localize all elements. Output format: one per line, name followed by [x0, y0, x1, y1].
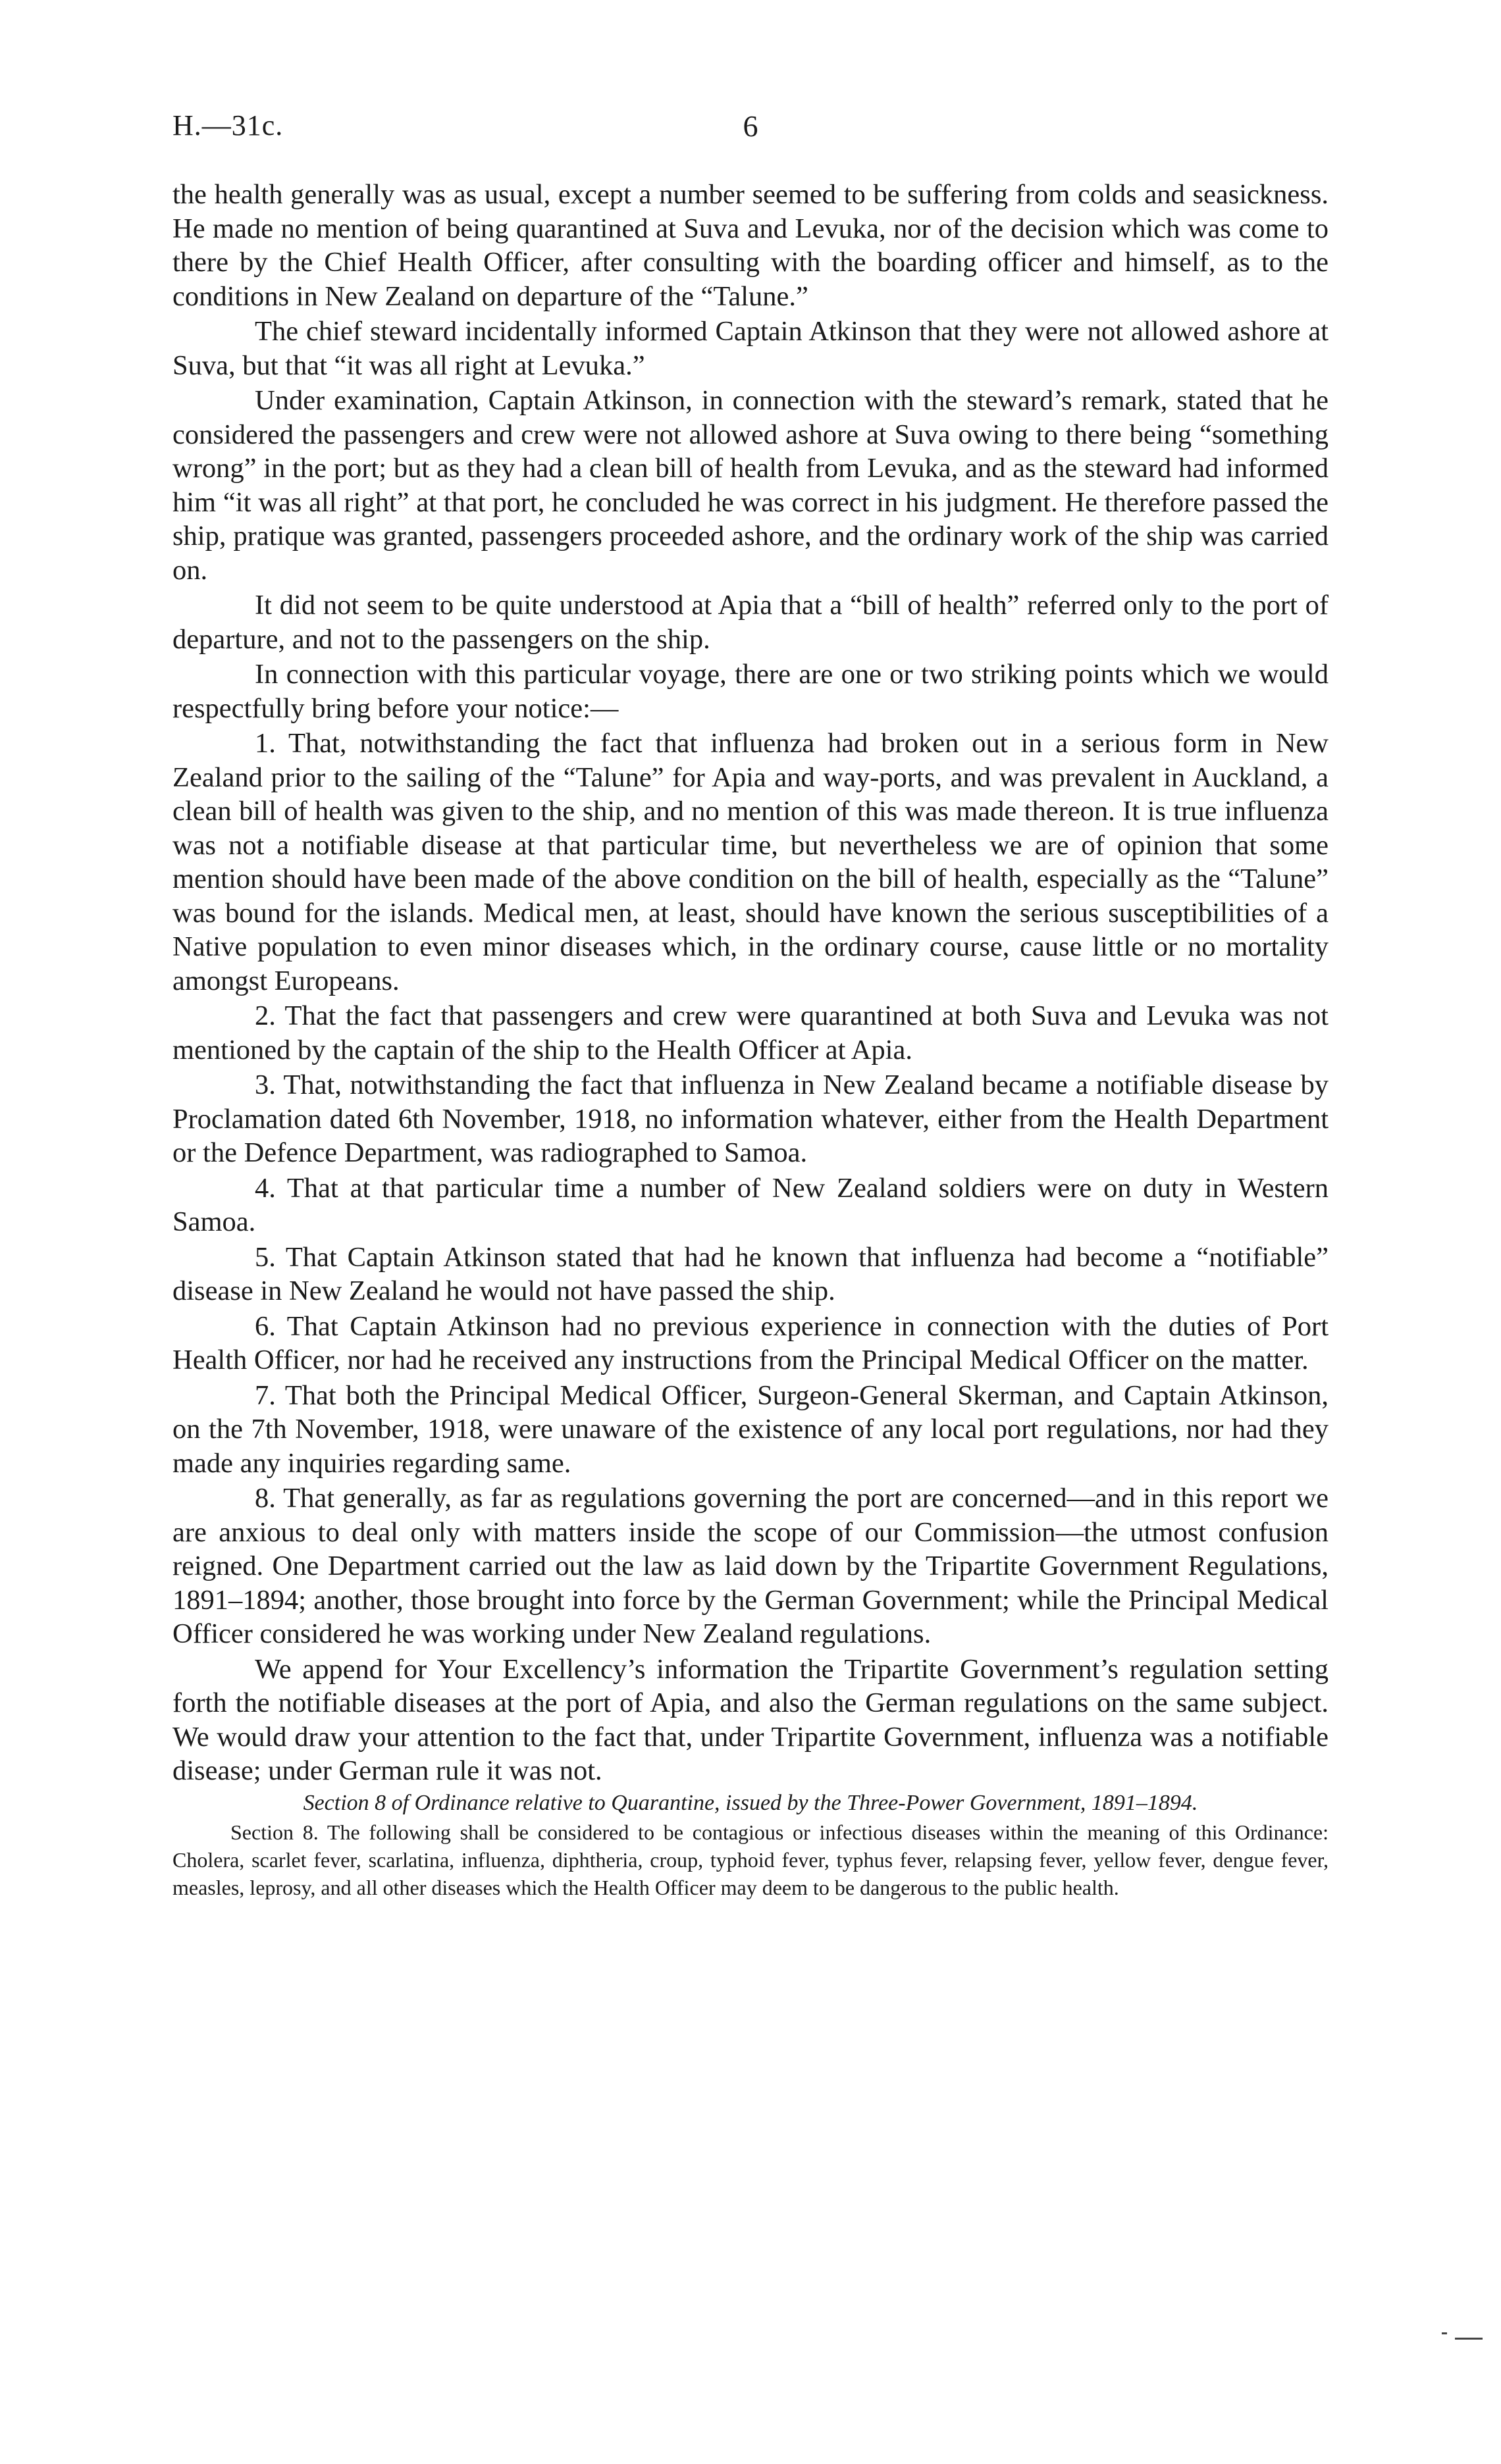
- document-body: [172, 178, 1329, 1903]
- numbered-point-8: 8. That generally, as far as regulations governing the port are concerned—and in this report we are anxious to deal only with matters inside the scope of our Commission—the utmost confusion reigned. One Department carried out the law as laid down by the Tripartite Government Regulations, 1891–1894; another, those brought into force by the German Government; while the Principal Medical Officer considered he was working under New Zealand regulations.: [172, 1483, 1329, 1649]
- numbered-point-2: 2. That the fact that passengers and crew were quarantined at both Suva and Levuka was not mentioned by the captain of the ship to the Health Officer at Apia.: [172, 1000, 1329, 1065]
- numbered-point-6: 6. That Captain Atkinson had no previous experience in connection with the duties of Port Health Officer, nor had he received any instructions from the Principal Medical Officer on the matter.: [172, 1310, 1329, 1375]
- paragraph-continued: the health generally was as usual, except a number seemed to be suffering from colds and seasickness. He made no mention of being quarantined at Suva and Levuka, nor of the decision which was come to there by the Chief Health Officer, after consulting with the boarding officer and himself, as to the conditions in New Zealand on departure of the “Talune.”: [172, 179, 1329, 312]
- paragraph: Under examination, Captain Atkinson, in connection with the steward’s remark, stated that he considered the passengers and crew were not allowed ashore at Suva owing to there being “something wrong” in the port; but as they had a clean bill of health from Levuka, and as the steward had informed him “it was all right” at that port, he concluded he was correct in his judgment. He therefore passed the ship, pratique was granted, passengers proceeded ashore, and the ordinary work of the ship was carried on.: [172, 385, 1329, 586]
- document-reference: H.—31c.: [172, 109, 284, 141]
- page-header: [172, 109, 1329, 155]
- numbered-point-4: 4. That at that particular time a number of New Zealand soldiers were on duty in Western Samoa.: [172, 1172, 1329, 1237]
- numbered-point-5: 5. That Captain Atkinson stated that had he known that influenza had become a “notifiable” disease in New Zealand he would not have passed the ship.: [172, 1241, 1329, 1306]
- section-text: Section 8. The following shall be considered to be contagious or infectious diseases within the meaning of this Ordinance: Cholera, scarlet fever, scarlatina, influenza, diphtheria, croup, typhoid fever, typhus fever, relapsing fever, yellow fever, dengue fever, measles, leprosy, and all other diseases which the Health Officer may deem to be dangerous to the public health.: [172, 1820, 1329, 1899]
- margin-mark: [1455, 2338, 1483, 2340]
- page-number: 6: [743, 109, 758, 143]
- section-text-block: [172, 1818, 1329, 1901]
- paragraph: We append for Your Excellency’s information the Tripartite Government’s regulation setting forth the notifiable diseases at the port of Apia, and also the German regulations on the same subject. We would draw your attention to the fact that, under Tripartite Government, influenza was a notifiable disease; under German rule it was not.: [172, 1653, 1329, 1786]
- margin-mark: [1442, 2332, 1447, 2334]
- paragraph: In connection with this particular voyage, there are one or two striking points which we would respectfully bring before your notice:—: [172, 659, 1329, 724]
- numbered-point-1: 1. That, notwithstanding the fact that influenza had broken out in a serious form in New Zealand prior to the sailing of the “Talune” for Apia and way-ports, and was prevalent in Auckland, a clean bill of health was given to the ship, and no mention of this was made thereon. It is true influenza was not a notifiable disease at that particular time, but nevertheless we are of opinion that some mention should have been made of the above condition on the bill of health, especially as the “Talune” was bound for the islands. Medical men, at least, should have known the serious susceptibilities of a Native population to even minor diseases which, in the ordinary course, cause little or no mortality amongst Europeans.: [172, 728, 1329, 996]
- section-caption: Section 8 of Ordinance relative to Quarantine, issued by the Three-Power Government, 1891–1894.: [303, 1790, 1198, 1815]
- numbered-point-3: 3. That, notwithstanding the fact that influenza in New Zealand became a notifiable disease by Proclamation dated 6th November, 1918, no information whatever, either from the Health Department or the Defence Department, was radiographed to Samoa.: [172, 1069, 1329, 1168]
- paragraph: The chief steward incidentally informed Captain Atkinson that they were not allowed ashore at Suva, but that “it was all right at Levuka.”: [172, 316, 1329, 381]
- numbered-point-7: 7. That both the Principal Medical Officer, Surgeon-General Skerman, and Captain Atkinson, on the 7th November, 1918, were unaware of the existence of any local port regulations, nor had they made any inquiries regarding same.: [172, 1379, 1329, 1479]
- paragraph: It did not seem to be quite understood at Apia that a “bill of health” referred only to the port of departure, and not to the passengers on the ship.: [172, 590, 1329, 655]
